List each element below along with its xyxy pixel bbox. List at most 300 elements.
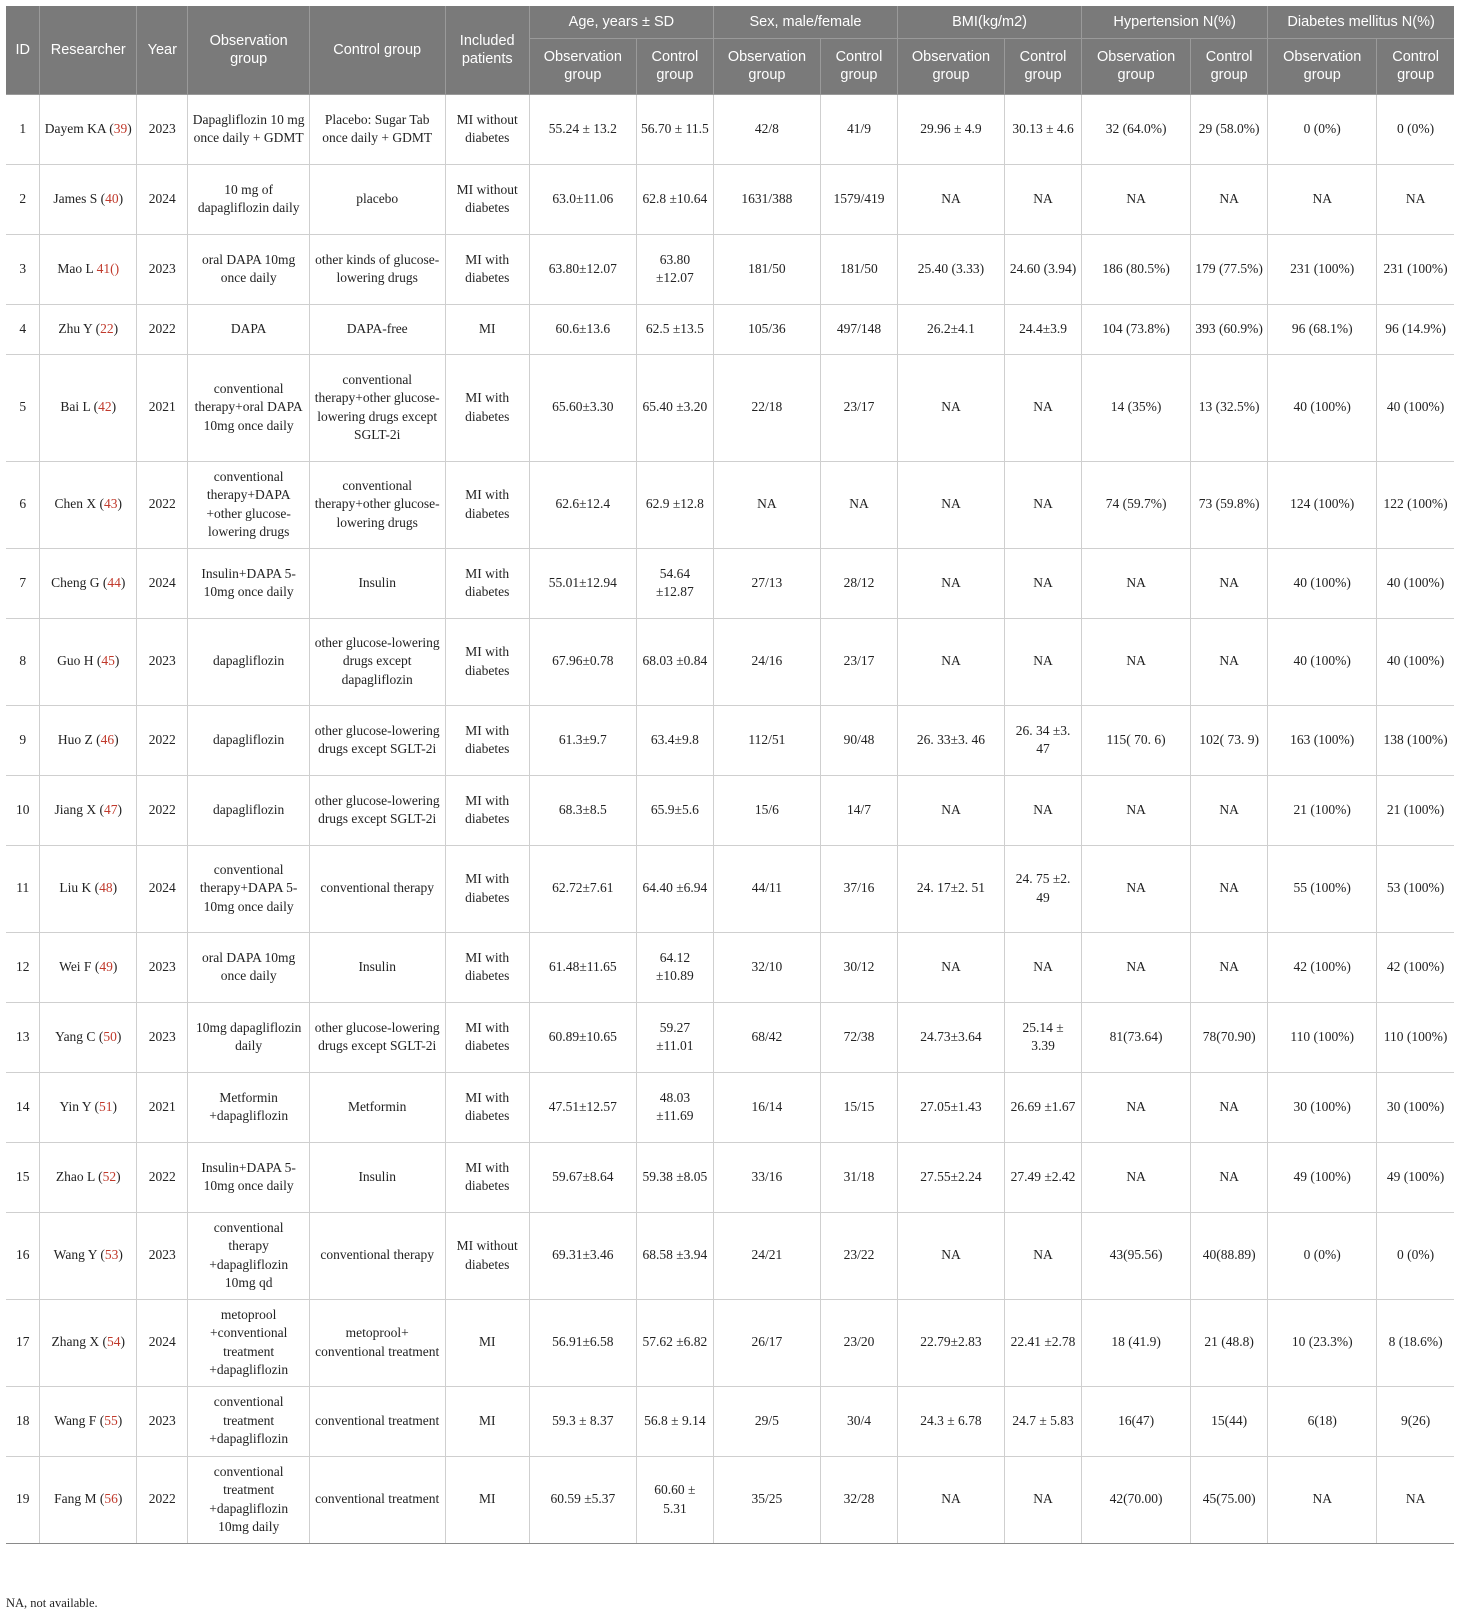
cell-age-observation: 60.59 ±5.37 [529, 1456, 636, 1543]
cell-diabetes-control: NA [1377, 164, 1454, 234]
cell-id: 8 [6, 618, 40, 705]
cell-year: 2023 [137, 234, 188, 304]
researcher-name: Zhang X [51, 1334, 100, 1350]
reference-link[interactable]: 39 [113, 120, 128, 136]
cell-id: 4 [6, 304, 40, 354]
cell-researcher: Bai L (42) [40, 354, 137, 461]
cell-diabetes-control: 0 (0%) [1377, 94, 1454, 164]
cell-bmi-observation: 27.55±2.24 [898, 1142, 1005, 1212]
table-row [6, 164, 1454, 234]
researcher-name: James S [53, 190, 98, 206]
cell-age-control: 65.9±5.6 [636, 775, 713, 845]
reference-link[interactable]: 22 [100, 320, 114, 336]
cell-hypertension-observation: 43(95.56) [1082, 1212, 1191, 1299]
cell-observation-group: oral DAPA 10mg once daily [188, 234, 309, 304]
reference-link[interactable]: 48 [99, 880, 113, 896]
cell-bmi-observation: 29.96 ± 4.9 [898, 94, 1005, 164]
cell-year: 2024 [137, 1299, 188, 1386]
cell-bmi-control: 26.69 ±1.67 [1004, 1072, 1081, 1142]
cell-hypertension-observation: NA [1082, 845, 1191, 932]
cell-hypertension-observation: 18 (41.9) [1082, 1299, 1191, 1386]
cell-bmi-control: NA [1004, 775, 1081, 845]
cell-sex-control: 23/20 [820, 1299, 897, 1386]
cell-age-control: 68.58 ±3.94 [636, 1212, 713, 1299]
reference-link[interactable]: 43 [104, 496, 118, 512]
cell-observation-group: 10mg dapagliflozin daily [188, 1002, 309, 1072]
reference-link[interactable]: 56 [104, 1491, 118, 1507]
cell-age-observation: 63.0±11.06 [529, 164, 636, 234]
cell-diabetes-observation: 10 (23.3%) [1268, 1299, 1377, 1386]
reference-link[interactable]: 45 [101, 653, 115, 669]
reference-link[interactable]: 54 [107, 1334, 121, 1350]
cell-id: 1 [6, 94, 40, 164]
researcher-name: Yin Y [59, 1098, 92, 1114]
cell-bmi-observation: 22.79±2.83 [898, 1299, 1005, 1386]
cell-sex-observation: 33/16 [713, 1142, 820, 1212]
cell-id: 5 [6, 354, 40, 461]
cell-diabetes-control: 21 (100%) [1377, 775, 1454, 845]
reference-link[interactable]: 53 [104, 1247, 119, 1263]
subcol-hypertension-control: Control group [1191, 38, 1268, 94]
cell-control-group: placebo [309, 164, 445, 234]
table-footnote: NA, not available. [6, 1596, 98, 1610]
cell-year: 2021 [137, 354, 188, 461]
cell-age-observation: 61.48±11.65 [529, 932, 636, 1002]
table-row [6, 1299, 1454, 1386]
reference-link[interactable]: 42 [98, 399, 112, 415]
cell-hypertension-observation: NA [1082, 1142, 1191, 1212]
subcol-bmi-control: Control group [1004, 38, 1081, 94]
cell-sex-control: 37/16 [820, 845, 897, 932]
subcol-age-observation: Observation group [529, 38, 636, 94]
cell-diabetes-control: 40 (100%) [1377, 618, 1454, 705]
cell-age-control: 56.70 ± 11.5 [636, 94, 713, 164]
cell-age-control: 59.38 ±8.05 [636, 1142, 713, 1212]
subcol-diabetes-control: Control group [1377, 38, 1454, 94]
cell-researcher: Jiang X (47) [40, 775, 137, 845]
cell-sex-observation: 181/50 [713, 234, 820, 304]
subcol-diabetes-observation: Observation group [1268, 38, 1377, 94]
table-row [6, 705, 1454, 775]
cell-control-group: Metformin [309, 1072, 445, 1142]
cell-sex-control: 1579/419 [820, 164, 897, 234]
cell-sex-observation: 24/16 [713, 618, 820, 705]
cell-age-control: 57.62 ±6.82 [636, 1299, 713, 1386]
cell-id: 14 [6, 1072, 40, 1142]
cell-diabetes-control: 122 (100%) [1377, 461, 1454, 548]
cell-researcher: Zhang X (54) [40, 1299, 137, 1386]
reference-link[interactable]: 50 [103, 1028, 117, 1044]
cell-diabetes-observation: 21 (100%) [1268, 775, 1377, 845]
cell-id: 15 [6, 1142, 40, 1212]
table-row [6, 304, 1454, 354]
cell-diabetes-control: 110 (100%) [1377, 1002, 1454, 1072]
table-row [6, 618, 1454, 705]
cell-hypertension-observation: 32 (64.0%) [1082, 94, 1191, 164]
cell-hypertension-control: 15(44) [1191, 1386, 1268, 1456]
cell-included-patients: MI [445, 304, 529, 354]
reference-link[interactable]: 49 [99, 958, 113, 974]
cell-hypertension-observation: 42(70.00) [1082, 1456, 1191, 1543]
researcher-name: Jiang X [54, 801, 97, 817]
cell-sex-control: 23/22 [820, 1212, 897, 1299]
cell-age-control: 62.5 ±13.5 [636, 304, 713, 354]
cell-id: 3 [6, 234, 40, 304]
cell-id: 9 [6, 705, 40, 775]
cell-year: 2023 [137, 1386, 188, 1456]
col-group-bmi: BMI(kg/m2) [898, 6, 1082, 38]
cell-year: 2023 [137, 1212, 188, 1299]
reference-link[interactable]: 51 [99, 1098, 113, 1114]
cell-sex-control: 14/7 [820, 775, 897, 845]
cell-observation-group: Metformin +dapagliflozin [188, 1072, 309, 1142]
cell-year: 2024 [137, 845, 188, 932]
cell-year: 2022 [137, 461, 188, 548]
cell-age-control: 64.40 ±6.94 [636, 845, 713, 932]
cell-sex-control: 28/12 [820, 548, 897, 618]
cell-diabetes-observation: 163 (100%) [1268, 705, 1377, 775]
cell-hypertension-control: 40(88.89) [1191, 1212, 1268, 1299]
cell-hypertension-control: 102( 73. 9) [1191, 705, 1268, 775]
cell-hypertension-observation: NA [1082, 548, 1191, 618]
col-observation-group: Observation group [188, 6, 309, 94]
table-row [6, 932, 1454, 1002]
cell-diabetes-control: 40 (100%) [1377, 354, 1454, 461]
cell-age-observation: 59.67±8.64 [529, 1142, 636, 1212]
cell-id: 16 [6, 1212, 40, 1299]
cell-observation-group: DAPA [188, 304, 309, 354]
researcher-name: Wei F [59, 958, 92, 974]
reference-link[interactable]: 52 [102, 1168, 117, 1184]
cell-researcher: Cheng G (44) [40, 548, 137, 618]
cell-bmi-control: 24.60 (3.94) [1004, 234, 1081, 304]
cell-sex-observation: 22/18 [713, 354, 820, 461]
cell-included-patients: MI [445, 1456, 529, 1543]
cell-age-control: 62.9 ±12.8 [636, 461, 713, 548]
cell-age-observation: 61.3±9.7 [529, 705, 636, 775]
cell-researcher: Wei F (49) [40, 932, 137, 1002]
cell-bmi-control: 22.41 ±2.78 [1004, 1299, 1081, 1386]
cell-bmi-control: 26. 34 ±3. 47 [1004, 705, 1081, 775]
subcol-sex-observation: Observation group [713, 38, 820, 94]
cell-diabetes-observation: 96 (68.1%) [1268, 304, 1377, 354]
cell-diabetes-observation: 40 (100%) [1268, 548, 1377, 618]
cell-sex-control: 30/12 [820, 932, 897, 1002]
cell-age-control: 65.40 ±3.20 [636, 354, 713, 461]
cell-age-observation: 68.3±8.5 [529, 775, 636, 845]
cell-diabetes-control: 40 (100%) [1377, 548, 1454, 618]
cell-included-patients: MI without diabetes [445, 164, 529, 234]
cell-bmi-control: NA [1004, 548, 1081, 618]
cell-diabetes-observation: NA [1268, 164, 1377, 234]
col-included-patients: Included patients [445, 6, 529, 94]
researcher-name: Liu K [59, 880, 92, 896]
researcher-name: Fang M [54, 1491, 97, 1507]
cell-researcher: Huo Z (46) [40, 705, 137, 775]
cell-bmi-observation: 26.2±4.1 [898, 304, 1005, 354]
cell-control-group: conventional therapy+other glucose-lowering drugs except SGLT-2i [309, 354, 445, 461]
subcol-hypertension-observation: Observation group [1082, 38, 1191, 94]
cell-sex-observation: 112/51 [713, 705, 820, 775]
cell-age-observation: 47.51±12.57 [529, 1072, 636, 1142]
cell-observation-group: conventional therapy+oral DAPA 10mg once daily [188, 354, 309, 461]
col-researcher: Researcher [40, 6, 137, 94]
cell-diabetes-observation: 40 (100%) [1268, 354, 1377, 461]
cell-control-group: conventional therapy+other glucose-lowering drugs [309, 461, 445, 548]
cell-observation-group: Dapagliflozin 10 mg once daily + GDMT [188, 94, 309, 164]
cell-researcher: Wang Y (53) [40, 1212, 137, 1299]
cell-age-observation: 69.31±3.46 [529, 1212, 636, 1299]
table-row [6, 775, 1454, 845]
cell-diabetes-control: 8 (18.6%) [1377, 1299, 1454, 1386]
cell-observation-group: Insulin+DAPA 5-10mg once daily [188, 548, 309, 618]
cell-bmi-control: NA [1004, 618, 1081, 705]
cell-observation-group: conventional therapy+DAPA 5-10mg once daily [188, 845, 309, 932]
cell-bmi-observation: NA [898, 1456, 1005, 1543]
cell-sex-observation: 1631/388 [713, 164, 820, 234]
cell-researcher: Yang C (50) [40, 1002, 137, 1072]
cell-observation-group: Insulin+DAPA 5-10mg once daily [188, 1142, 309, 1212]
cell-included-patients: MI with diabetes [445, 1002, 529, 1072]
cell-researcher: Yin Y (51) [40, 1072, 137, 1142]
cell-age-control: 48.03 ±11.69 [636, 1072, 713, 1142]
cell-sex-observation: NA [713, 461, 820, 548]
cell-year: 2024 [137, 164, 188, 234]
cell-hypertension-control: 29 (58.0%) [1191, 94, 1268, 164]
cell-age-observation: 65.60±3.30 [529, 354, 636, 461]
cell-year: 2023 [137, 94, 188, 164]
cell-hypertension-control: NA [1191, 1142, 1268, 1212]
reference-link[interactable]: 46 [100, 731, 115, 747]
cell-sex-observation: 15/6 [713, 775, 820, 845]
cell-included-patients: MI with diabetes [445, 1072, 529, 1142]
cell-hypertension-observation: NA [1082, 618, 1191, 705]
cell-diabetes-observation: 42 (100%) [1268, 932, 1377, 1002]
cell-sex-control: 90/48 [820, 705, 897, 775]
cell-observation-group: conventional therapy +dapagliflozin 10mg qd [188, 1212, 309, 1299]
cell-id: 18 [6, 1386, 40, 1456]
cell-age-control: 63.4±9.8 [636, 705, 713, 775]
cell-diabetes-control: 49 (100%) [1377, 1142, 1454, 1212]
cell-age-control: 68.03 ±0.84 [636, 618, 713, 705]
researcher-name: Wang Y [53, 1247, 97, 1263]
cell-researcher [40, 234, 137, 304]
cell-bmi-control: NA [1004, 1212, 1081, 1299]
cell-year: 2023 [137, 618, 188, 705]
cell-hypertension-observation: NA [1082, 1072, 1191, 1142]
cell-bmi-observation: NA [898, 775, 1005, 845]
cell-diabetes-control: 231 (100%) [1377, 234, 1454, 304]
cell-hypertension-observation: 186 (80.5%) [1082, 234, 1191, 304]
cell-bmi-control: NA [1004, 354, 1081, 461]
cell-diabetes-observation: NA [1268, 1456, 1377, 1543]
cell-id: 17 [6, 1299, 40, 1386]
cell-hypertension-observation: 104 (73.8%) [1082, 304, 1191, 354]
col-year: Year [137, 6, 188, 94]
cell-researcher: Zhao L (52) [40, 1142, 137, 1212]
cell-diabetes-control: NA [1377, 1456, 1454, 1543]
cell-bmi-control: NA [1004, 932, 1081, 1002]
cell-control-group: Insulin [309, 548, 445, 618]
table-row [6, 461, 1454, 548]
cell-observation-group: 10 mg of dapagliflozin daily [188, 164, 309, 234]
table-body [6, 94, 1454, 1543]
table-row [6, 1212, 1454, 1299]
cell-year: 2023 [137, 932, 188, 1002]
cell-bmi-control: 30.13 ± 4.6 [1004, 94, 1081, 164]
cell-included-patients: MI with diabetes [445, 705, 529, 775]
cell-observation-group: dapagliflozin [188, 775, 309, 845]
table-row [6, 1142, 1454, 1212]
cell-age-control: 60.60 ± 5.31 [636, 1456, 713, 1543]
cell-age-control: 56.8 ± 9.14 [636, 1386, 713, 1456]
cell-bmi-observation: NA [898, 548, 1005, 618]
cell-diabetes-observation: 30 (100%) [1268, 1072, 1377, 1142]
col-group-hypertension: Hypertension N(%) [1082, 6, 1268, 38]
cell-age-observation: 59.3 ± 8.37 [529, 1386, 636, 1456]
cell-sex-control: NA [820, 461, 897, 548]
cell-hypertension-observation: 16(47) [1082, 1386, 1191, 1456]
cell-control-group: Placebo: Sugar Tab once daily + GDMT [309, 94, 445, 164]
table-row [6, 845, 1454, 932]
cell-id: 2 [6, 164, 40, 234]
cell-bmi-observation: 24.73±3.64 [898, 1002, 1005, 1072]
cell-included-patients: MI with diabetes [445, 932, 529, 1002]
col-group-diabetes: Diabetes mellitus N(%) [1268, 6, 1454, 38]
cell-researcher: James S (40) [40, 164, 137, 234]
cell-control-group: other glucose-lowering drugs except SGLT-2i [309, 1002, 445, 1072]
cell-diabetes-observation: 0 (0%) [1268, 1212, 1377, 1299]
reference-link[interactable]: 47 [104, 801, 118, 817]
cell-sex-control: 72/38 [820, 1002, 897, 1072]
cell-bmi-observation: NA [898, 618, 1005, 705]
table-row [6, 94, 1454, 164]
cell-control-group: Insulin [309, 932, 445, 1002]
cell-sex-control: 30/4 [820, 1386, 897, 1456]
cell-hypertension-observation: 14 (35%) [1082, 354, 1191, 461]
cell-bmi-observation: 24.3 ± 6.78 [898, 1386, 1005, 1456]
cell-year: 2023 [137, 1002, 188, 1072]
reference-link[interactable]: 55 [104, 1412, 118, 1428]
cell-included-patients: MI with diabetes [445, 461, 529, 548]
researcher-name: Wang F [54, 1412, 97, 1428]
cell-sex-observation: 29/5 [713, 1386, 820, 1456]
cell-control-group: other glucose-lowering drugs except dapagliflozin [309, 618, 445, 705]
subcol-age-control: Control group [636, 38, 713, 94]
researcher-name: Zhu Y [58, 320, 93, 336]
cell-observation-group: conventional treatment +dapagliflozin [188, 1386, 309, 1456]
cell-sex-observation: 26/17 [713, 1299, 820, 1386]
cell-included-patients: MI without diabetes [445, 1212, 529, 1299]
cell-bmi-control: NA [1004, 461, 1081, 548]
subcol-bmi-observation: Observation group [898, 38, 1005, 94]
cell-year: 2022 [137, 1142, 188, 1212]
cell-control-group: Insulin [309, 1142, 445, 1212]
cell-control-group: conventional treatment [309, 1456, 445, 1543]
cell-included-patients: MI without diabetes [445, 94, 529, 164]
cell-diabetes-control: 138 (100%) [1377, 705, 1454, 775]
cell-bmi-observation: 27.05±1.43 [898, 1072, 1005, 1142]
cell-researcher: Dayem KA (39) [40, 94, 137, 164]
cell-sex-observation: 32/10 [713, 932, 820, 1002]
cell-hypertension-control: 393 (60.9%) [1191, 304, 1268, 354]
cell-age-control: 59.27 ±11.01 [636, 1002, 713, 1072]
cell-researcher: Zhu Y (22) [40, 304, 137, 354]
cell-hypertension-control: 21 (48.8) [1191, 1299, 1268, 1386]
cell-diabetes-control: 53 (100%) [1377, 845, 1454, 932]
cell-researcher: Liu K (48) [40, 845, 137, 932]
reference-link[interactable]: 44 [107, 574, 121, 590]
cell-diabetes-observation: 55 (100%) [1268, 845, 1377, 932]
subcol-sex-control: Control group [820, 38, 897, 94]
cell-year: 2021 [137, 1072, 188, 1142]
cell-control-group: metoprool+ conventional treatment [309, 1299, 445, 1386]
cell-age-control: 62.8 ±10.64 [636, 164, 713, 234]
cell-bmi-control: 25.14 ± 3.39 [1004, 1002, 1081, 1072]
cell-age-observation: 55.24 ± 13.2 [529, 94, 636, 164]
cell-sex-observation: 42/8 [713, 94, 820, 164]
reference-link[interactable]: 41 [96, 260, 111, 276]
cell-included-patients: MI with diabetes [445, 354, 529, 461]
cell-bmi-observation: NA [898, 164, 1005, 234]
cell-control-group: conventional treatment [309, 1386, 445, 1456]
cell-included-patients: MI with diabetes [445, 234, 529, 304]
cell-control-group: other glucose-lowering drugs except SGLT-2i [309, 705, 445, 775]
table-header [6, 6, 1454, 94]
cell-hypertension-control: NA [1191, 775, 1268, 845]
cell-id: 19 [6, 1456, 40, 1543]
cell-id: 6 [6, 461, 40, 548]
cell-sex-control: 15/15 [820, 1072, 897, 1142]
cell-sex-observation: 105/36 [713, 304, 820, 354]
cell-diabetes-observation: 49 (100%) [1268, 1142, 1377, 1212]
col-group-age: Age, years ± SD [529, 6, 713, 38]
cell-id: 13 [6, 1002, 40, 1072]
cell-year: 2022 [137, 304, 188, 354]
reference-link[interactable]: 40 [105, 190, 119, 206]
cell-observation-group: conventional therapy+DAPA +other glucose-lowering drugs [188, 461, 309, 548]
cell-sex-observation: 24/21 [713, 1212, 820, 1299]
table-row [6, 1386, 1454, 1456]
table-row [6, 548, 1454, 618]
cell-included-patients: MI with diabetes [445, 845, 529, 932]
cell-bmi-control: 27.49 ±2.42 [1004, 1142, 1081, 1212]
cell-age-observation: 56.91±6.58 [529, 1299, 636, 1386]
cell-bmi-control: NA [1004, 1456, 1081, 1543]
cell-hypertension-control: NA [1191, 548, 1268, 618]
cell-id: 10 [6, 775, 40, 845]
cell-age-control: 63.80 ±12.07 [636, 234, 713, 304]
cell-observation-group: dapagliflozin [188, 705, 309, 775]
cell-diabetes-observation: 124 (100%) [1268, 461, 1377, 548]
table-row [6, 1072, 1454, 1142]
cell-included-patients: MI [445, 1386, 529, 1456]
researcher-name: Chen X [54, 496, 97, 512]
cell-id: 11 [6, 845, 40, 932]
cell-diabetes-control: 30 (100%) [1377, 1072, 1454, 1142]
cell-bmi-control: NA [1004, 164, 1081, 234]
cell-diabetes-control: 0 (0%) [1377, 1212, 1454, 1299]
cell-bmi-observation: NA [898, 1212, 1005, 1299]
cell-diabetes-observation: 40 (100%) [1268, 618, 1377, 705]
cell-age-observation: 63.80±12.07 [529, 234, 636, 304]
cell-age-observation: 60.6±13.6 [529, 304, 636, 354]
reference-suffix: () [110, 260, 120, 276]
cell-id: 7 [6, 548, 40, 618]
cell-bmi-control: 24.4±3.9 [1004, 304, 1081, 354]
cell-included-patients: MI [445, 1299, 529, 1386]
cell-diabetes-control: 42 (100%) [1377, 932, 1454, 1002]
